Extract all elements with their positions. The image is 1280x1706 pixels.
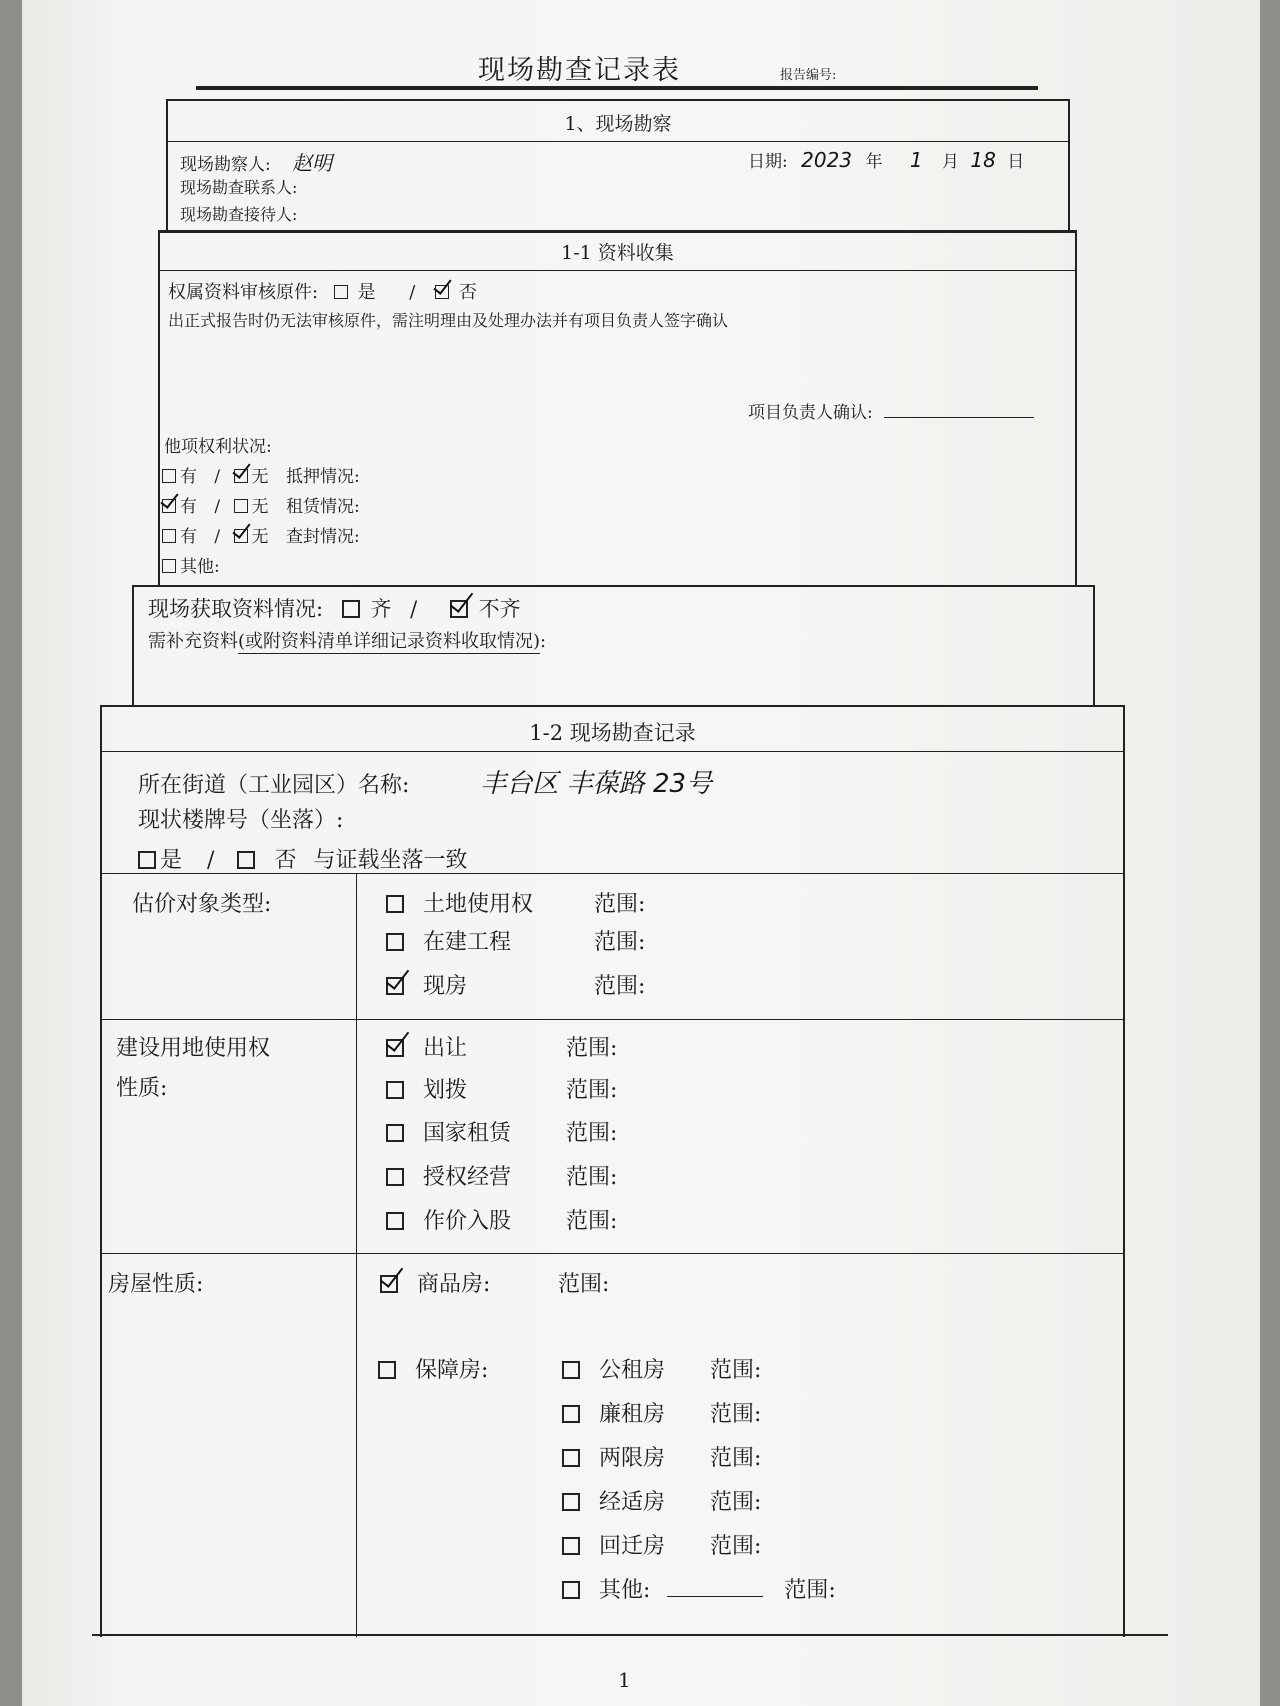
land-use-authorized (386, 1160, 617, 1191)
complete-label: 齐 (370, 597, 392, 621)
supplement-row (148, 627, 546, 654)
range-label: 范围: (710, 1446, 762, 1471)
public-rental-checkbox[interactable] (562, 1361, 580, 1379)
existing-house-checkbox[interactable] (386, 977, 404, 995)
range-label: 范围: (558, 1272, 610, 1297)
incomplete-checkbox[interactable] (450, 600, 468, 618)
opt-yes: 有 (180, 467, 197, 487)
consistent-no-label: 否 (274, 848, 297, 873)
land-use-state-lease (386, 1116, 617, 1147)
authorized-operation-checkbox[interactable] (386, 1168, 404, 1186)
range-label: 范围: (710, 1490, 762, 1515)
land-use-label-2: 性质: (116, 1076, 168, 1101)
rights-row-lease (162, 492, 360, 517)
allocation-checkbox[interactable] (386, 1081, 404, 1099)
option-label: 土地使用权 (423, 892, 534, 917)
mortgage-yes-checkbox[interactable] (162, 469, 176, 483)
commercial-housing-checkbox[interactable] (380, 1275, 398, 1293)
land-use-label-1: 建设用地使用权 (116, 1036, 271, 1061)
section-site-survey (166, 99, 1070, 232)
contact-label: 现场勘查联系人: (180, 178, 298, 197)
table-bottom-border (92, 1634, 1168, 1636)
range-label: 范围: (566, 1078, 618, 1103)
affordable-other (562, 1573, 836, 1604)
range-label: 范围: (566, 1165, 618, 1190)
rights-row-mortgage (162, 462, 360, 487)
rights-row-other (162, 552, 220, 577)
date-year: 2023 (801, 148, 853, 172)
other-rights-label: 他项权利状况: (164, 437, 272, 457)
date-row (748, 147, 1024, 172)
affordable-label: 保障房: (415, 1358, 489, 1383)
option-label: 国家租赁 (423, 1121, 512, 1146)
date-label: 日期: (748, 152, 788, 172)
report-number-label: 报告编号: (780, 68, 837, 83)
land-use-equity (386, 1204, 617, 1235)
range-label: 范围: (594, 892, 646, 917)
mortgage-no-checkbox[interactable] (234, 469, 248, 483)
page-title: 现场勘查记录表 (478, 55, 681, 86)
ownership-no-checkbox[interactable] (435, 285, 449, 299)
slash: / (214, 467, 221, 487)
object-type-label: 估价对象类型: (132, 892, 272, 917)
consistent-no-checkbox[interactable] (237, 851, 255, 869)
rights-row-seizure (162, 522, 360, 547)
ownership-note: 出正式报告时仍无法审核原件，需注明理由及处理办法并有项目负责人签字确认 (168, 311, 729, 330)
supplement-label: 需补充资料 (148, 631, 238, 652)
option-label: 经适房 (599, 1490, 666, 1515)
price-limited-checkbox[interactable] (562, 1449, 580, 1467)
slash: / (409, 282, 416, 303)
object-type-construction (386, 925, 645, 956)
affordable-row (378, 1353, 488, 1384)
slash: / (207, 848, 215, 873)
day-unit: 日 (1007, 152, 1025, 172)
ownership-yes-checkbox[interactable] (334, 285, 348, 299)
affordable-other-checkbox[interactable] (562, 1581, 580, 1599)
under-construction-checkbox[interactable] (386, 933, 404, 951)
lease-yes-checkbox[interactable] (162, 499, 176, 513)
ownership-label: 权属资料审核原件: (168, 282, 319, 303)
onsite-label: 现场获取资料情况: (148, 597, 324, 621)
other-blank-field[interactable] (667, 1596, 763, 1597)
affordable-price-limited (562, 1441, 761, 1472)
land-use-transfer (386, 1031, 617, 1062)
consistent-yes-checkbox[interactable] (138, 851, 156, 869)
commercial-row (380, 1267, 609, 1298)
option-label: 在建工程 (423, 930, 512, 955)
option-label: 两限房 (599, 1446, 666, 1471)
onsite-row (148, 593, 521, 623)
economic-housing-checkbox[interactable] (562, 1493, 580, 1511)
year-unit: 年 (865, 152, 883, 172)
object-type-existing (386, 969, 645, 1000)
affordable-housing-checkbox[interactable] (378, 1361, 396, 1379)
seizure-no-checkbox[interactable] (234, 529, 248, 543)
option-label: 划拨 (423, 1078, 468, 1103)
opt-yes: 有 (180, 497, 197, 517)
house-nature-label: 房屋性质: (108, 1272, 204, 1297)
mortgage-label: 抵押情况: (285, 467, 360, 487)
range-label: 范围: (710, 1402, 762, 1427)
option-label: 公租房 (599, 1358, 666, 1383)
range-label: 范围: (710, 1358, 762, 1383)
page-number: 1 (618, 1668, 631, 1692)
consistent-label: 与证载坐落一致 (313, 848, 468, 873)
opt-yes: 有 (180, 527, 197, 547)
range-label: 范围: (566, 1209, 618, 1234)
affordable-resettlement (562, 1529, 761, 1560)
date-month: 1 (909, 148, 923, 172)
consistent-yes-label: 是 (160, 848, 183, 873)
range-label: 范围: (784, 1578, 836, 1603)
building-label: 现状楼牌号（坐落）: (138, 808, 344, 833)
slash: / (410, 597, 418, 621)
ownership-no-label: 否 (458, 282, 477, 303)
option-label: 出让 (423, 1036, 468, 1061)
option-label: 授权经营 (423, 1165, 512, 1190)
ownership-review-row (168, 278, 477, 304)
street-value: 丰台区 丰葆路 23号 (480, 769, 713, 799)
opt-no: 无 (251, 497, 269, 517)
confirm-label: 项目负责人确认: (748, 403, 873, 423)
transfer-checkbox[interactable] (386, 1039, 404, 1057)
month-unit: 月 (942, 152, 959, 172)
lease-label: 租赁情况: (285, 497, 360, 517)
confirm-signature-field[interactable] (884, 417, 1034, 418)
section-header: 1-1 资料收集 (561, 242, 674, 264)
resettlement-checkbox[interactable] (562, 1537, 580, 1555)
section-site-record (100, 705, 1125, 1637)
surveyor-label: 现场勘察人: (180, 155, 271, 175)
range-label: 范围: (566, 1121, 618, 1146)
confirm-row (748, 398, 1034, 423)
state-lease-checkbox[interactable] (386, 1124, 404, 1142)
range-label: 范围: (594, 930, 646, 955)
complete-checkbox[interactable] (342, 600, 360, 618)
land-use-right-checkbox[interactable] (386, 895, 404, 913)
ownership-yes-label: 是 (357, 282, 376, 303)
supplement-hint: (或附资料清单详细记录资料收取情况) (238, 627, 540, 654)
incomplete-label: 不齐 (478, 597, 521, 621)
slash: / (214, 527, 221, 547)
title-rule (196, 86, 1038, 90)
affordable-low-rent (562, 1397, 761, 1428)
range-label: 范围: (710, 1534, 762, 1559)
surveyor-signature: 赵明 (292, 151, 333, 175)
section-onsite-data (132, 585, 1095, 707)
lease-no-checkbox[interactable] (234, 499, 248, 513)
option-label: 廉租房 (599, 1402, 666, 1427)
range-label: 范围: (594, 974, 646, 999)
consistent-row (138, 843, 467, 874)
seizure-yes-checkbox[interactable] (162, 529, 176, 543)
date-day: 18 (970, 148, 996, 172)
opt-no: 无 (251, 467, 269, 487)
land-use-allocation (386, 1073, 617, 1104)
option-label: 回迁房 (599, 1534, 666, 1559)
section-header: 1、现场勘察 (564, 113, 672, 135)
range-label: 范围: (566, 1036, 618, 1061)
seizure-label: 查封情况: (285, 527, 360, 547)
colon: : (540, 631, 547, 652)
street-label: 所在街道（工业园区）名称: (138, 773, 410, 798)
low-rent-checkbox[interactable] (562, 1405, 580, 1423)
object-type-land (386, 887, 645, 918)
option-label: 其他: (599, 1578, 651, 1603)
equity-investment-checkbox[interactable] (386, 1212, 404, 1230)
commercial-label: 商品房: (417, 1272, 491, 1297)
receiver-label: 现场勘查接待人: (180, 205, 298, 224)
opt-no: 无 (251, 527, 269, 547)
other-checkbox[interactable] (162, 559, 176, 573)
other-label: 其他: (180, 557, 220, 577)
option-label: 现房 (423, 974, 468, 999)
section-header: 1-2 现场勘查记录 (529, 721, 696, 745)
slash: / (214, 497, 221, 517)
option-label: 作价入股 (423, 1209, 512, 1234)
affordable-economic (562, 1485, 761, 1516)
street-row (138, 763, 712, 800)
affordable-public-rental (562, 1353, 761, 1384)
section-data-collection (158, 230, 1077, 586)
